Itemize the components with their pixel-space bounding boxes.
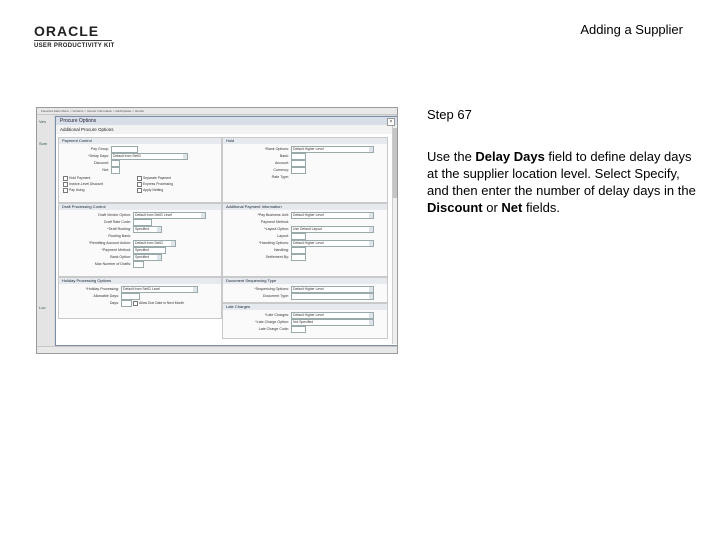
instruction-text-4: fields.: [522, 200, 560, 215]
late-charge-option-dropdown[interactable]: Not Specified: [291, 319, 374, 326]
late-charges-header: Late Charges: [223, 304, 387, 310]
allowable-days-label: Allowable Days:: [93, 294, 119, 298]
hold-panel: [222, 137, 388, 203]
layout-input[interactable]: [291, 233, 306, 240]
holiday-processing-label: *Holiday Processing:: [85, 287, 119, 291]
draft-rate-code-label: Draft Rate Code:: [104, 220, 131, 224]
apply-netting-label: Apply Netting: [143, 188, 164, 192]
discount-emphasis: Discount: [427, 200, 483, 215]
document-type-dropdown[interactable]: [291, 293, 374, 300]
draft-rate-code-input[interactable]: [133, 219, 152, 226]
allow-due-date-label: Allow Due Date in Next Month: [139, 301, 185, 305]
holiday-processing-header: Holiday Processing Options: [59, 278, 221, 284]
step-instruction: [427, 148, 697, 216]
remitting-action-label: *Remitting Account Action:: [88, 241, 131, 245]
payment-control-header: Payment Control: [59, 138, 221, 144]
discount-input[interactable]: [111, 160, 120, 167]
left-label-3: Loc: [39, 305, 46, 310]
rate-type-label: Rate Type:: [271, 175, 289, 179]
bank-options-label: *Bank Options:: [265, 147, 289, 151]
days-label: Days:: [109, 301, 119, 305]
breadcrumb-nav: Favorites Main Menu > Vendors > Vendor Information > Add/Update > Vendor: [37, 108, 397, 115]
additional-payment-panel: [222, 203, 388, 277]
pay-group-label: Pay Group:: [90, 147, 109, 151]
late-charges-dropdown[interactable]: Default Higher Level: [291, 312, 374, 319]
logo-product-name: USER PRODUCTIVITY KIT: [34, 43, 115, 49]
payment-method-info-label: Payment Method:: [260, 220, 289, 224]
invoice-discount-checkbox[interactable]: [63, 182, 68, 187]
holiday-processing-dropdown[interactable]: Default from SetID Level: [121, 286, 198, 293]
max-drafts-label: Max Number of Drafts:: [94, 262, 131, 266]
settlement-input[interactable]: [291, 254, 306, 261]
draft-routing-dropdown[interactable]: Specified: [133, 226, 162, 233]
account-input[interactable]: [291, 160, 306, 167]
pay-business-unit-label: *Pay Business Unit:: [257, 213, 289, 217]
pay-business-unit-dropdown[interactable]: Default Higher Level: [291, 212, 374, 219]
instruction-text-1: Use the: [427, 149, 476, 164]
remitting-action-dropdown[interactable]: Default from SetID: [133, 240, 176, 247]
hold-payment-checkbox[interactable]: [63, 176, 68, 181]
net-emphasis: Net: [501, 200, 523, 215]
background-page: [37, 115, 54, 353]
routing-bank-label: Routing Bank:: [108, 234, 131, 238]
layout-option-label: *Layout Option:: [264, 227, 289, 231]
left-label-2: Sum: [39, 141, 48, 146]
late-charges-panel: [222, 303, 388, 339]
procure-options-dialog: [55, 116, 398, 346]
late-charge-code-label: Late Charge Code:: [258, 327, 289, 331]
document-sequencing-header: Document Sequencing Type: [223, 278, 387, 284]
layout-label: Layout:: [277, 234, 289, 238]
close-icon[interactable]: ×: [387, 118, 395, 126]
draft-vendor-option-dropdown[interactable]: Default from SetID Level: [133, 212, 206, 219]
draft-vendor-option-label: Draft Vendor Option:: [98, 213, 131, 217]
net-input[interactable]: [111, 167, 120, 174]
express-processing-checkbox[interactable]: [137, 182, 142, 187]
delay-days-dropdown[interactable]: Default from SetID: [111, 153, 188, 160]
handling-label: Handling:: [273, 248, 289, 252]
bank-option-label: Bank Option:: [110, 255, 131, 259]
additional-payment-header: Additional Payment Information: [223, 204, 387, 210]
express-processing-label: Express Processing: [143, 182, 173, 186]
handling-options-label: *Handling Options:: [259, 241, 289, 245]
late-charge-option-label: *Late Charge Option:: [255, 320, 289, 324]
payment-method-label: *Payment Method:: [101, 248, 131, 252]
document-type-label: Document Type:: [262, 294, 289, 298]
holiday-processing-panel: [58, 277, 222, 319]
layout-option-dropdown[interactable]: Use Default Layout: [291, 226, 374, 233]
draft-processing-panel: [58, 203, 222, 277]
separate-payment-checkbox[interactable]: [137, 176, 142, 181]
account-label: Account:: [275, 161, 289, 165]
payment-control-panel: [58, 137, 222, 203]
dialog-vertical-scrollbar[interactable]: [392, 126, 398, 344]
handling-input[interactable]: [291, 247, 306, 254]
dialog-subtitle[interactable]: Additional Procure Options: [56, 125, 398, 134]
oracle-upk-logo: [34, 24, 154, 49]
step-number: Step 67: [427, 107, 472, 122]
hold-payment-label: Hold Payment: [69, 176, 91, 180]
document-sequencing-panel: [222, 277, 388, 303]
sequencing-options-label: *Sequencing Options:: [254, 287, 289, 291]
allowable-days-input[interactable]: [121, 293, 140, 300]
draft-routing-label: *Draft Routing:: [107, 227, 131, 231]
slide-title: Adding a Supplier: [580, 22, 683, 37]
draft-processing-header: Draft Processing Control: [59, 204, 221, 210]
application-screenshot: [36, 107, 398, 354]
pay-using-label: Pay Using: [69, 188, 85, 192]
payment-method-radio[interactable]: Specified: [133, 247, 166, 254]
bank-option-dropdown[interactable]: Specified: [133, 254, 162, 261]
allow-due-date-checkbox[interactable]: [133, 301, 138, 306]
late-charges-label: *Late Charges:: [265, 313, 289, 317]
bank-options-dropdown[interactable]: Default Higher Level: [291, 146, 374, 153]
bank-label: Bank:: [279, 154, 289, 158]
sequencing-options-dropdown[interactable]: Default Higher Level: [291, 286, 374, 293]
dialog-title: Procure Options: [56, 117, 398, 125]
days-input[interactable]: [121, 300, 132, 307]
logo-divider: [34, 40, 112, 41]
currency-label: Currency:: [273, 168, 289, 172]
separate-payment-label: Separate Payment: [143, 176, 172, 180]
delay-days-label: *Delay Days:: [88, 154, 109, 158]
late-charge-code-input[interactable]: [291, 326, 306, 333]
oracle-wordmark: ORACLE: [34, 23, 100, 39]
instruction-text-3: or: [482, 200, 502, 215]
bank-input[interactable]: [291, 153, 306, 160]
pay-using-checkbox[interactable]: [63, 188, 68, 193]
discount-label: Discount:: [94, 161, 109, 165]
settlement-label: Settlement By:: [265, 255, 289, 259]
left-label-1: Ven: [39, 119, 46, 124]
handling-options-dropdown[interactable]: Default Higher Level: [291, 240, 374, 247]
max-drafts-input[interactable]: [133, 261, 144, 268]
apply-netting-checkbox[interactable]: [137, 188, 142, 193]
horizontal-scrollbar[interactable]: [37, 346, 397, 353]
currency-input[interactable]: [291, 167, 306, 174]
hold-header: Hold: [223, 138, 387, 144]
pay-group-input[interactable]: [111, 146, 138, 153]
invoice-discount-label: Invoice-Level Discount: [69, 182, 104, 186]
net-label: Net:: [102, 168, 109, 172]
instruction-text-2: field to define delay days at the supplier location level. Select Specify, and then enter the number of delay days in the: [427, 149, 696, 198]
delay-days-emphasis: Delay Days: [475, 149, 545, 164]
scrollbar-thumb[interactable]: [393, 128, 398, 198]
